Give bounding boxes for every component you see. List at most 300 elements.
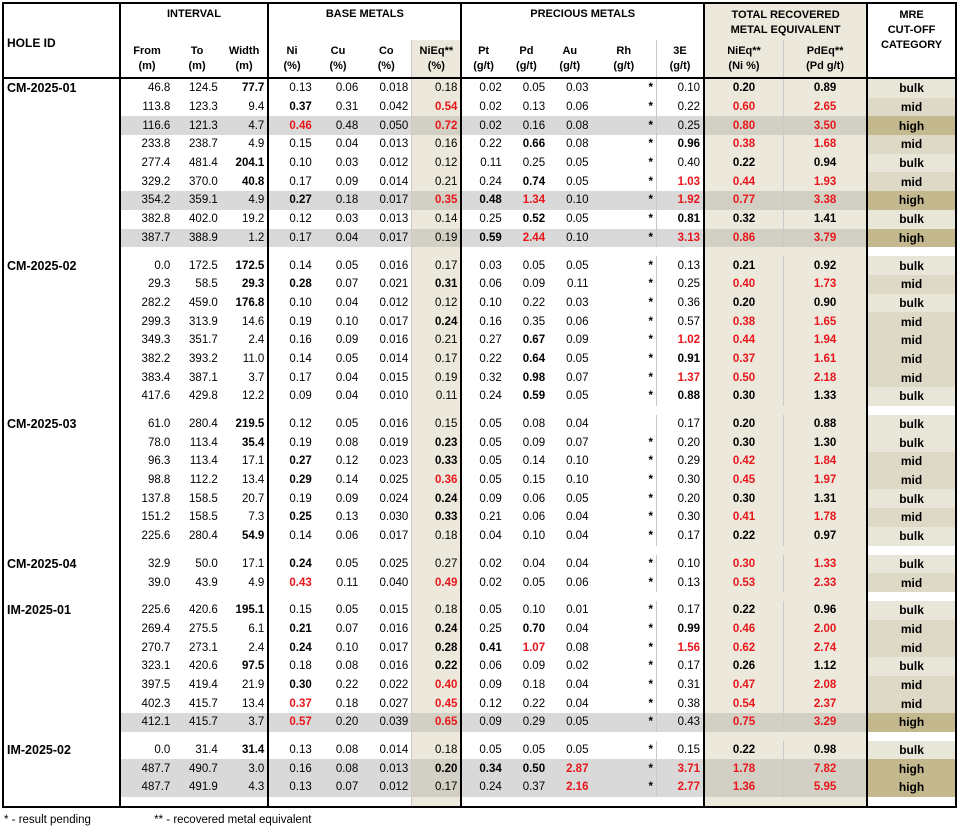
table-row	[3, 256, 956, 275]
category-cell: mid	[867, 331, 956, 350]
cell-total-nieq: 0.60	[704, 98, 783, 117]
category-cell: bulk	[867, 555, 956, 574]
cell-to: 387.1	[189, 371, 218, 384]
cell-width: 54.9	[221, 527, 269, 546]
col-unit: (%)	[427, 60, 445, 72]
cell-pd: 1.34	[505, 191, 548, 210]
cell-co: 0.039	[361, 713, 412, 732]
cell-total-pdeq: 1.12	[784, 657, 868, 676]
spacer-cell	[591, 247, 656, 256]
cell-total-nieq: 0.38	[704, 135, 783, 154]
cell-from: 98.8	[147, 474, 171, 487]
cell-to: 112.2	[189, 474, 218, 487]
cell-pd: 0.05	[522, 576, 546, 589]
pending-note: * - result pending	[4, 814, 91, 826]
cell-cu: 0.08	[315, 759, 361, 778]
spacer-cell	[867, 247, 956, 256]
hole-id-blank	[3, 368, 120, 387]
cell-width: 19.2	[221, 210, 269, 229]
cell-co: 0.025	[379, 557, 409, 570]
total-recovered-header	[704, 3, 867, 40]
cell-3e: 1.92	[657, 191, 705, 210]
cell-rh: *	[648, 492, 653, 505]
cell-co: 0.027	[379, 697, 409, 710]
table-row	[3, 489, 956, 508]
spacer-cell	[3, 406, 120, 415]
category-cell: mid	[867, 172, 956, 191]
cell-3e: 0.30	[657, 508, 705, 527]
cell-cu: 0.18	[315, 191, 361, 210]
cell-co: 0.012	[379, 157, 409, 170]
cell-rh: *	[591, 713, 656, 732]
col-unit: (%)	[283, 60, 301, 72]
cell-rh: *	[648, 576, 653, 589]
table-row	[3, 191, 956, 210]
cell-ni: 0.57	[268, 713, 314, 732]
cell-3e: 0.40	[657, 154, 705, 173]
hole-id-header: HOLE ID	[3, 3, 120, 78]
table-row	[3, 294, 956, 313]
interval-header: INTERVAL	[120, 3, 269, 40]
cell-au: 0.07	[566, 371, 589, 384]
cell-au: 0.07	[566, 436, 589, 449]
cell-rh: *	[648, 604, 653, 617]
col-header-to	[173, 40, 220, 78]
cell-nieq: 0.65	[412, 713, 462, 732]
spacer-cell	[173, 546, 220, 555]
cell-au: 2.16	[548, 778, 591, 797]
cell-width: 2.4	[221, 331, 269, 350]
cell-pd: 0.09	[522, 436, 546, 449]
cell-pt: 0.32	[479, 371, 502, 384]
table-row	[3, 471, 956, 490]
cell-cu: 0.05	[335, 418, 359, 431]
cell-co: 0.023	[379, 455, 409, 468]
category-cell: bulk	[867, 78, 956, 98]
cell-rh: *	[648, 511, 653, 524]
cell-rh: *	[648, 641, 653, 654]
cell-total-nieq: 1.36	[704, 778, 783, 797]
hole-id-blank	[3, 694, 120, 713]
cell-nieq: 0.40	[412, 676, 462, 695]
spacer-cell	[221, 592, 269, 601]
cell-ni: 0.13	[289, 744, 312, 757]
precious-metals-header: PRECIOUS METALS	[461, 3, 704, 40]
cell-to: 280.4	[189, 530, 218, 543]
cell-au: 0.04	[566, 622, 589, 635]
col-unit: (m)	[235, 60, 253, 72]
col-name: Au	[562, 45, 578, 57]
cell-total-nieq: 0.20	[704, 78, 783, 98]
cell-width: 4.9	[221, 135, 269, 154]
spacer-cell	[221, 546, 269, 555]
cell-to: 351.7	[189, 334, 218, 347]
table-row	[3, 415, 956, 434]
spacer-cell	[657, 797, 705, 807]
col-name: PdEq**	[806, 45, 844, 57]
table-row	[3, 172, 956, 191]
cell-ni: 0.09	[289, 390, 312, 403]
mre-label: MRE	[899, 9, 924, 21]
category-cell: mid	[867, 135, 956, 154]
cell-au: 0.04	[566, 678, 589, 691]
cell-from: 46.8	[147, 82, 171, 95]
cell-nieq: 0.45	[412, 694, 462, 713]
cell-cu: 0.48	[315, 116, 361, 135]
spacer-cell	[120, 797, 174, 807]
cell-total-nieq: 0.32	[704, 210, 783, 229]
table-row	[3, 657, 956, 676]
cell-cu: 0.09	[335, 492, 359, 505]
cell-total-pdeq: 1.33	[784, 387, 868, 406]
hole-id-blank	[3, 573, 120, 592]
cell-ni: 0.27	[268, 191, 314, 210]
spacer-cell	[315, 592, 361, 601]
table-row	[3, 312, 956, 331]
cell-au: 0.10	[548, 229, 591, 248]
cell-rh: *	[648, 557, 653, 570]
table-row	[3, 135, 956, 154]
cell-width: 1.2	[221, 229, 269, 248]
cell-pd: 0.74	[522, 175, 546, 188]
cell-total-nieq: 0.30	[704, 433, 783, 452]
col-name: 3E	[673, 45, 687, 57]
assay-results-table	[2, 2, 957, 808]
cell-total-nieq: 0.22	[704, 601, 783, 620]
hole-id-blank	[3, 676, 120, 695]
hole-id-blank	[3, 713, 120, 732]
cell-to: 31.4	[195, 744, 218, 757]
col-header-total-pdeq	[784, 40, 868, 78]
table-row	[3, 508, 956, 527]
cell-3e: 0.22	[657, 98, 705, 117]
spacer-cell	[315, 406, 361, 415]
cell-from: 277.4	[141, 157, 171, 170]
spacer-cell	[657, 592, 705, 601]
cell-pt: 0.41	[479, 641, 502, 654]
cell-to: 275.5	[189, 622, 218, 635]
col-unit: (g/t)	[473, 60, 494, 72]
cell-pt: 0.02	[479, 82, 502, 95]
cell-cu: 0.10	[335, 315, 359, 328]
table-row	[3, 527, 956, 546]
cell-total-pdeq: 0.90	[784, 294, 868, 313]
cell-from: 0.0	[154, 744, 171, 757]
cell-total-pdeq: 2.18	[784, 368, 868, 387]
table-row	[3, 331, 956, 350]
spacer-cell	[120, 406, 174, 415]
cell-total-nieq: 0.46	[704, 620, 783, 639]
cell-co: 0.024	[379, 492, 409, 505]
cell-width: 4.3	[221, 778, 269, 797]
spacer-cell	[120, 592, 174, 601]
cell-pt: 0.22	[479, 352, 502, 365]
spacer-cell	[657, 546, 705, 555]
cell-nieq: 0.24	[412, 312, 462, 331]
cell-from: 225.6	[141, 604, 171, 617]
cell-to: 420.6	[189, 660, 218, 673]
cell-from: 137.8	[141, 492, 171, 505]
cell-ni: 0.19	[289, 436, 312, 449]
cell-co: 0.015	[379, 604, 409, 617]
spacer-row	[3, 732, 956, 741]
cell-au: 0.03	[566, 82, 589, 95]
hole-id-blank	[3, 154, 120, 173]
cell-from: 487.7	[120, 778, 174, 797]
col-name: To	[190, 45, 204, 57]
spacer-cell	[784, 592, 868, 601]
category-cell: bulk	[867, 741, 956, 760]
cell-to: 238.7	[189, 138, 218, 151]
cell-3e: 0.17	[657, 527, 705, 546]
cell-from: 233.8	[141, 138, 171, 151]
cell-au: 0.10	[566, 455, 589, 468]
spacer-cell	[268, 546, 314, 555]
hole-id-blank	[3, 98, 120, 117]
spacer-row	[3, 592, 956, 601]
cell-total-pdeq: 1.33	[784, 555, 868, 574]
cell-nieq: 0.21	[412, 331, 462, 350]
category-cell: high	[867, 191, 956, 210]
table-row	[3, 638, 956, 657]
cell-pt: 0.48	[461, 191, 504, 210]
spacer-cell	[505, 732, 548, 741]
cell-co: 0.022	[379, 678, 409, 691]
cell-ni: 0.13	[289, 82, 312, 95]
cell-pd: 0.66	[522, 138, 546, 151]
spacer-cell	[461, 247, 504, 256]
cell-rh: *	[648, 213, 653, 226]
cell-width: 172.5	[221, 256, 269, 275]
cell-total-nieq: 0.20	[704, 294, 783, 313]
cell-from: 61.0	[147, 418, 171, 431]
hole-id-blank	[3, 331, 120, 350]
cell-rh: *	[648, 138, 653, 151]
cell-rh: *	[648, 455, 653, 468]
cell-pt: 0.05	[479, 436, 502, 449]
cell-nieq: 0.17	[412, 256, 462, 275]
cell-au: 0.08	[566, 138, 589, 151]
spacer-cell	[412, 797, 462, 807]
cell-au: 0.05	[566, 352, 589, 365]
cell-nieq: 0.18	[412, 78, 462, 98]
cell-pd: 0.06	[522, 492, 546, 505]
spacer-cell	[361, 247, 412, 256]
cell-ni: 0.19	[289, 315, 312, 328]
cell-pt: 0.06	[479, 278, 502, 291]
col-unit: (g/t)	[559, 60, 581, 72]
category-cell: high	[867, 229, 956, 248]
mre-category-header	[867, 3, 956, 78]
hole-id-blank	[3, 452, 120, 471]
cell-width: 21.9	[221, 676, 269, 695]
cell-total-nieq: 0.50	[704, 368, 783, 387]
table-row	[3, 713, 956, 732]
spacer-cell	[315, 546, 361, 555]
spacer-cell	[120, 732, 174, 741]
cell-ni: 0.13	[268, 778, 314, 797]
cell-pt: 0.02	[461, 116, 504, 135]
cell-au: 0.10	[548, 191, 591, 210]
cell-pt: 0.24	[479, 175, 502, 188]
cell-au: 0.04	[566, 418, 589, 431]
category-cell: mid	[867, 694, 956, 713]
cell-nieq: 0.16	[412, 135, 462, 154]
cell-to: 402.0	[189, 213, 218, 226]
category-cell: bulk	[867, 433, 956, 452]
col-name: Ni	[286, 45, 298, 57]
category-cell: bulk	[867, 657, 956, 676]
cell-rh: *	[648, 296, 653, 309]
hole-id: IM-2025-02	[3, 741, 120, 760]
hole-id-blank	[3, 433, 120, 452]
cell-ni: 0.29	[289, 474, 312, 487]
spacer-cell	[361, 406, 412, 415]
cell-nieq: 0.19	[412, 229, 462, 248]
cell-total-pdeq: 1.61	[784, 350, 868, 369]
cell-pt: 0.02	[479, 101, 502, 114]
spacer-cell	[173, 592, 220, 601]
cell-pt: 0.05	[479, 474, 502, 487]
cell-3e: 0.13	[657, 573, 705, 592]
hole-id: CM-2025-04	[3, 555, 120, 574]
cell-ni: 0.17	[289, 175, 312, 188]
spacer-cell	[657, 732, 705, 741]
cell-co: 0.042	[379, 101, 409, 114]
category-label: CATEGORY	[880, 39, 943, 51]
cell-au: 0.05	[566, 213, 589, 226]
cell-cu: 0.06	[335, 530, 359, 543]
cell-rh: *	[648, 622, 653, 635]
spacer-cell	[361, 732, 412, 741]
table-row	[3, 759, 956, 778]
cell-ni: 0.12	[289, 418, 312, 431]
cell-co: 0.050	[361, 116, 412, 135]
cell-total-pdeq: 3.50	[784, 116, 868, 135]
hole-id-blank	[3, 350, 120, 369]
cell-cu: 0.05	[335, 259, 359, 272]
cell-nieq: 0.15	[412, 415, 462, 434]
cell-ni: 0.14	[289, 352, 312, 365]
cell-nieq: 0.22	[412, 657, 462, 676]
cell-pt: 0.02	[479, 576, 502, 589]
category-cell: mid	[867, 508, 956, 527]
cell-nieq: 0.12	[412, 294, 462, 313]
cell-3e: 0.81	[657, 210, 705, 229]
cell-width: 176.8	[221, 294, 269, 313]
spacer-cell	[867, 546, 956, 555]
cell-to: 123.3	[189, 101, 218, 114]
cell-rh: *	[591, 778, 656, 797]
cell-3e: 0.57	[657, 312, 705, 331]
col-name: From	[133, 45, 161, 57]
cell-nieq: 0.12	[412, 154, 462, 173]
table-row	[3, 78, 956, 98]
spacer-cell	[505, 592, 548, 601]
cell-nieq: 0.17	[412, 350, 462, 369]
cell-pd: 0.35	[522, 315, 546, 328]
cell-pt: 0.02	[479, 557, 502, 570]
spacer-cell	[412, 247, 462, 256]
cell-cu: 0.08	[335, 436, 359, 449]
cell-3e: 0.20	[657, 489, 705, 508]
cell-total-pdeq: 2.00	[784, 620, 868, 639]
cell-co: 0.021	[379, 278, 409, 291]
spacer-cell	[3, 592, 120, 601]
spacer-cell	[867, 406, 956, 415]
cell-co: 0.030	[379, 511, 409, 524]
cell-nieq: 0.24	[412, 489, 462, 508]
cell-from: 397.5	[141, 678, 171, 691]
cell-width: 6.1	[221, 620, 269, 639]
cell-pt: 0.10	[479, 296, 502, 309]
cell-cu: 0.12	[335, 455, 359, 468]
spacer-cell	[268, 406, 314, 415]
cell-rh: *	[591, 191, 656, 210]
cell-total-pdeq: 0.97	[784, 527, 868, 546]
cell-total-nieq: 0.20	[704, 415, 783, 434]
spacer-cell	[548, 732, 591, 741]
cell-pt: 0.21	[479, 511, 502, 524]
cell-pt: 0.24	[461, 778, 504, 797]
category-cell: high	[867, 759, 956, 778]
cell-total-pdeq: 0.92	[784, 256, 868, 275]
table-row	[3, 98, 956, 117]
cell-to: 481.4	[189, 157, 218, 170]
category-cell: high	[867, 778, 956, 797]
cell-rh: *	[648, 334, 653, 347]
cell-au: 0.05	[566, 390, 589, 403]
spacer-cell	[461, 546, 504, 555]
cell-ni: 0.18	[289, 660, 312, 673]
hole-id-blank	[3, 294, 120, 313]
cell-total-pdeq: 0.89	[784, 78, 868, 98]
spacer-cell	[361, 546, 412, 555]
cell-width: 77.7	[221, 78, 269, 98]
cell-to: 370.0	[189, 175, 218, 188]
cell-rh: *	[648, 474, 653, 487]
cell-total-pdeq: 3.29	[784, 713, 868, 732]
cell-au: 0.06	[566, 315, 589, 328]
cell-from: 329.2	[141, 175, 171, 188]
cell-pt: 0.09	[461, 713, 504, 732]
category-cell: high	[867, 713, 956, 732]
spacer-cell	[315, 732, 361, 741]
cell-total-pdeq: 1.41	[784, 210, 868, 229]
cell-width: 3.7	[221, 713, 269, 732]
spacer-cell	[221, 406, 269, 415]
cell-ni: 0.15	[289, 604, 312, 617]
cell-rh: *	[648, 157, 653, 170]
cell-3e: 0.36	[657, 294, 705, 313]
cell-total-nieq: 0.75	[704, 713, 783, 732]
cell-to: 459.0	[189, 296, 218, 309]
cell-3e: 3.13	[657, 229, 705, 248]
category-cell: bulk	[867, 527, 956, 546]
cell-total-pdeq: 1.31	[784, 489, 868, 508]
cell-to: 58.5	[195, 278, 218, 291]
cell-ni: 0.16	[268, 759, 314, 778]
cell-3e: 0.20	[657, 433, 705, 452]
cell-pd: 0.37	[505, 778, 548, 797]
cell-cu: 0.06	[335, 82, 359, 95]
cell-nieq: 0.20	[412, 759, 462, 778]
cell-cu: 0.03	[335, 213, 359, 226]
cell-width: 40.8	[221, 172, 269, 191]
cell-width: 219.5	[221, 415, 269, 434]
cell-3e: 0.43	[657, 713, 705, 732]
cell-pd: 0.25	[522, 157, 546, 170]
